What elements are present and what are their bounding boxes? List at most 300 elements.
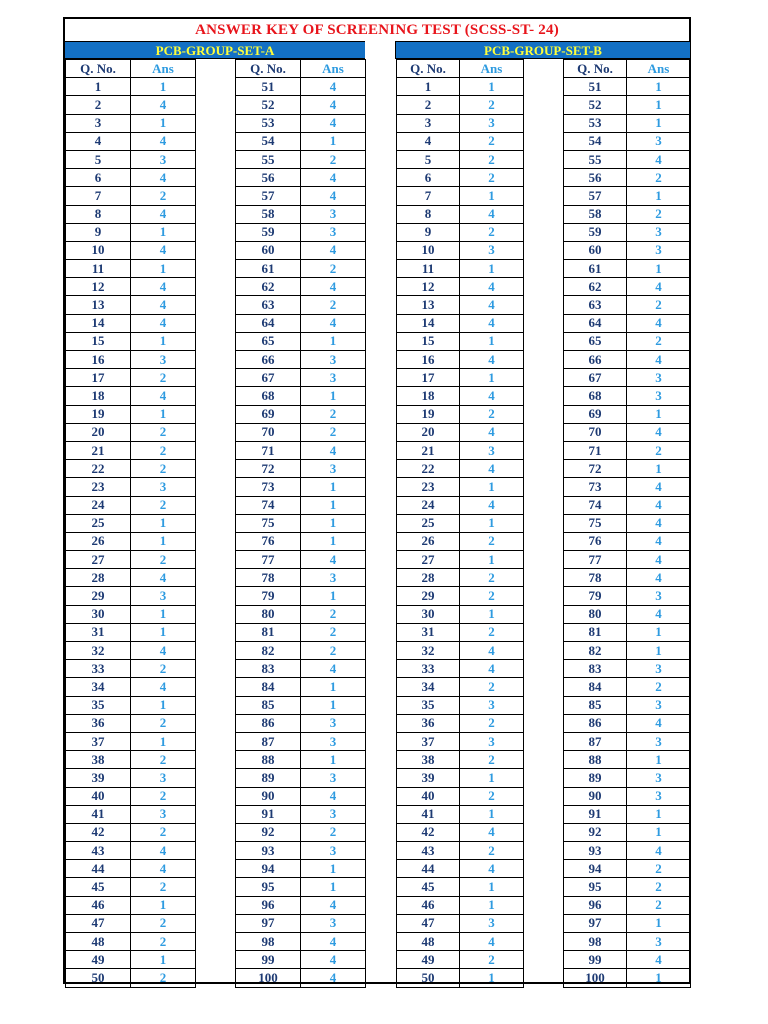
answer-cell: 2: [131, 369, 196, 387]
question-number: 94: [564, 860, 627, 878]
table-row: [66, 732, 366, 750]
question-number: 56: [236, 169, 301, 187]
table-row: [397, 860, 691, 878]
question-number: 56: [564, 169, 627, 187]
answer-cell: 1: [627, 623, 691, 641]
question-number: 70: [236, 423, 301, 441]
question-number: 37: [66, 732, 131, 750]
answer-cell: 2: [627, 678, 691, 696]
table-row: [66, 532, 366, 550]
spacer: [196, 351, 236, 369]
answer-cell: 1: [460, 78, 524, 96]
table-row: [397, 278, 691, 296]
question-number: 66: [564, 351, 627, 369]
question-number: 10: [397, 241, 460, 259]
answer-cell: 1: [627, 405, 691, 423]
answer-cell: 2: [301, 623, 366, 641]
question-number: 92: [236, 823, 301, 841]
spacer: [524, 514, 564, 532]
answer-cell: 4: [460, 351, 524, 369]
question-number: 53: [564, 114, 627, 132]
question-number: 82: [236, 642, 301, 660]
answer-cell: 2: [627, 896, 691, 914]
table-row: [66, 478, 366, 496]
answer-cell: 1: [301, 587, 366, 605]
answer-cell: 1: [460, 332, 524, 350]
question-number: 44: [66, 860, 131, 878]
question-number: 61: [564, 260, 627, 278]
question-number: 34: [397, 678, 460, 696]
answer-cell: 2: [131, 441, 196, 459]
answer-cell: 3: [301, 205, 366, 223]
spacer: [196, 805, 236, 823]
question-number: 68: [564, 387, 627, 405]
spacer: [196, 551, 236, 569]
question-number: 92: [564, 823, 627, 841]
answer-cell: 4: [301, 951, 366, 969]
spacer: [196, 660, 236, 678]
table-row: [397, 823, 691, 841]
answer-cell: 4: [301, 114, 366, 132]
table-row: [66, 387, 366, 405]
answer-cell: 2: [131, 751, 196, 769]
question-number: 79: [564, 587, 627, 605]
spacer: [524, 132, 564, 150]
table-row: [397, 496, 691, 514]
table-row: [397, 532, 691, 550]
table-row: [397, 787, 691, 805]
table-row: [66, 405, 366, 423]
answer-cell: 4: [131, 241, 196, 259]
answer-cell: 2: [131, 914, 196, 932]
answer-cell: 1: [627, 114, 691, 132]
answer-cell: 4: [627, 551, 691, 569]
answer-cell: 3: [627, 660, 691, 678]
table-row: [397, 951, 691, 969]
spacer: [524, 623, 564, 641]
set-b-block: [395, 41, 690, 985]
set-b-table: [396, 59, 691, 988]
spacer: [524, 387, 564, 405]
question-number: 74: [564, 496, 627, 514]
table-row: [397, 114, 691, 132]
answer-cell: 1: [301, 496, 366, 514]
spacer: [196, 605, 236, 623]
spacer: [524, 969, 564, 987]
spacer: [524, 369, 564, 387]
answer-cell: 2: [460, 405, 524, 423]
col-header-ans: Ans: [460, 60, 524, 78]
question-number: 89: [236, 769, 301, 787]
question-number: 8: [397, 205, 460, 223]
spacer: [196, 423, 236, 441]
answer-cell: 4: [301, 551, 366, 569]
question-number: 54: [564, 132, 627, 150]
question-number: 3: [397, 114, 460, 132]
answer-cell: 1: [627, 187, 691, 205]
answer-cell: 3: [301, 732, 366, 750]
answer-cell: 2: [131, 496, 196, 514]
question-number: 51: [564, 78, 627, 96]
answer-cell: 1: [131, 114, 196, 132]
question-number: 80: [236, 605, 301, 623]
answer-cell: 1: [460, 478, 524, 496]
question-number: 29: [66, 587, 131, 605]
question-number: 23: [66, 478, 131, 496]
table-row: [66, 351, 366, 369]
answer-cell: 1: [460, 969, 524, 987]
question-number: 62: [564, 278, 627, 296]
page-title: ANSWER KEY OF SCREENING TEST (SCSS-ST- 24): [195, 22, 559, 38]
question-number: 7: [397, 187, 460, 205]
table-row: [397, 696, 691, 714]
answer-key-sheet: [63, 17, 691, 984]
answer-cell: 3: [301, 369, 366, 387]
question-number: 96: [236, 896, 301, 914]
question-number: 49: [66, 951, 131, 969]
answer-cell: 3: [131, 769, 196, 787]
question-number: 77: [564, 551, 627, 569]
answer-cell: 3: [627, 132, 691, 150]
question-number: 33: [397, 660, 460, 678]
answer-cell: 4: [131, 169, 196, 187]
table-row: [66, 678, 366, 696]
answer-cell: 2: [131, 551, 196, 569]
question-number: 93: [564, 842, 627, 860]
spacer: [524, 260, 564, 278]
question-number: 60: [236, 241, 301, 259]
answer-cell: 2: [460, 96, 524, 114]
answer-cell: 4: [627, 478, 691, 496]
spacer: [196, 860, 236, 878]
spacer: [196, 896, 236, 914]
question-number: 18: [397, 387, 460, 405]
answer-cell: 2: [131, 660, 196, 678]
answer-cell: 1: [460, 514, 524, 532]
question-number: 90: [236, 787, 301, 805]
answer-cell: 1: [627, 914, 691, 932]
table-row: [66, 769, 366, 787]
answer-cell: 4: [131, 205, 196, 223]
question-number: 48: [66, 933, 131, 951]
question-number: 49: [397, 951, 460, 969]
answer-cell: 4: [131, 842, 196, 860]
question-number: 98: [564, 933, 627, 951]
answer-cell: 4: [627, 423, 691, 441]
question-number: 73: [564, 478, 627, 496]
answer-cell: 4: [627, 605, 691, 623]
set-b-header: PCB-GROUP-SET-B: [396, 41, 690, 59]
question-number: 29: [397, 587, 460, 605]
answer-cell: 4: [301, 169, 366, 187]
question-number: 83: [236, 660, 301, 678]
question-number: 6: [397, 169, 460, 187]
answer-cell: 3: [301, 769, 366, 787]
question-number: 70: [564, 423, 627, 441]
question-number: 53: [236, 114, 301, 132]
question-number: 93: [236, 842, 301, 860]
question-number: 47: [66, 914, 131, 932]
table-row: [397, 660, 691, 678]
answer-cell: 3: [627, 587, 691, 605]
spacer: [196, 260, 236, 278]
answer-cell: 1: [460, 769, 524, 787]
answer-cell: 1: [627, 96, 691, 114]
answer-cell: 1: [301, 860, 366, 878]
table-row: [66, 150, 366, 168]
question-number: 1: [66, 78, 131, 96]
answer-cell: 3: [627, 769, 691, 787]
table-row: [397, 569, 691, 587]
table-row: [66, 205, 366, 223]
question-number: 4: [66, 132, 131, 150]
answer-cell: 2: [301, 150, 366, 168]
answer-cell: 3: [301, 842, 366, 860]
question-number: 34: [66, 678, 131, 696]
table-row: [66, 169, 366, 187]
question-number: 69: [564, 405, 627, 423]
col-header-qno: Q. No.: [236, 60, 301, 78]
table-row: [66, 260, 366, 278]
answer-cell: 4: [627, 150, 691, 168]
question-number: 85: [236, 696, 301, 714]
answer-cell: 1: [301, 696, 366, 714]
question-number: 7: [66, 187, 131, 205]
spacer: [524, 423, 564, 441]
question-number: 86: [564, 714, 627, 732]
question-number: 52: [564, 96, 627, 114]
question-number: 27: [397, 551, 460, 569]
table-row: [66, 241, 366, 259]
spacer: [196, 823, 236, 841]
question-number: 88: [236, 751, 301, 769]
spacer: [524, 460, 564, 478]
answer-cell: 1: [460, 187, 524, 205]
question-number: 51: [236, 78, 301, 96]
spacer: [524, 478, 564, 496]
spacer: [524, 732, 564, 750]
question-number: 21: [397, 441, 460, 459]
answer-cell: 4: [131, 642, 196, 660]
spacer: [196, 714, 236, 732]
question-number: 42: [66, 823, 131, 841]
answer-cell: 1: [301, 514, 366, 532]
table-row: [397, 587, 691, 605]
answer-cell: 4: [301, 278, 366, 296]
answer-cell: 2: [627, 878, 691, 896]
spacer: [524, 860, 564, 878]
answer-cell: 2: [131, 423, 196, 441]
spacer: [524, 696, 564, 714]
question-number: 65: [564, 332, 627, 350]
answer-cell: 2: [460, 150, 524, 168]
answer-cell: 3: [131, 150, 196, 168]
spacer: [524, 351, 564, 369]
table-row: [66, 860, 366, 878]
question-number: 82: [564, 642, 627, 660]
question-number: 3: [66, 114, 131, 132]
answer-cell: 3: [460, 241, 524, 259]
question-number: 28: [66, 569, 131, 587]
question-number: 97: [564, 914, 627, 932]
table-row: [66, 642, 366, 660]
spacer: [196, 496, 236, 514]
answer-cell: 1: [460, 878, 524, 896]
question-number: 86: [236, 714, 301, 732]
spacer: [196, 751, 236, 769]
answer-cell: 1: [627, 642, 691, 660]
table-row: [397, 150, 691, 168]
question-number: 27: [66, 551, 131, 569]
answer-cell: 4: [460, 496, 524, 514]
table-row: [66, 751, 366, 769]
answer-cell: 2: [460, 532, 524, 550]
question-number: 78: [564, 569, 627, 587]
question-number: 14: [397, 314, 460, 332]
question-number: 71: [236, 441, 301, 459]
question-number: 61: [236, 260, 301, 278]
spacer: [196, 223, 236, 241]
spacer: [524, 805, 564, 823]
question-number: 72: [236, 460, 301, 478]
answer-cell: 3: [627, 787, 691, 805]
question-number: 44: [397, 860, 460, 878]
answer-cell: 4: [627, 351, 691, 369]
question-number: 16: [66, 351, 131, 369]
question-number: 17: [66, 369, 131, 387]
answer-cell: 1: [131, 896, 196, 914]
question-number: 84: [236, 678, 301, 696]
col-header-qno: Q. No.: [66, 60, 131, 78]
answer-cell: 1: [460, 896, 524, 914]
answer-cell: 3: [627, 369, 691, 387]
question-number: 25: [397, 514, 460, 532]
spacer: [196, 60, 236, 78]
table-row: [66, 933, 366, 951]
question-number: 54: [236, 132, 301, 150]
question-number: 57: [236, 187, 301, 205]
question-number: 20: [66, 423, 131, 441]
table-row: [397, 514, 691, 532]
answer-cell: 4: [301, 441, 366, 459]
table-row: [66, 460, 366, 478]
answer-cell: 1: [301, 878, 366, 896]
question-number: 87: [564, 732, 627, 750]
answer-cell: 3: [627, 387, 691, 405]
question-number: 41: [66, 805, 131, 823]
table-row: [66, 314, 366, 332]
table-row: [397, 805, 691, 823]
answer-cell: 4: [301, 96, 366, 114]
question-number: 24: [397, 496, 460, 514]
answer-cell: 4: [627, 496, 691, 514]
question-number: 10: [66, 241, 131, 259]
spacer: [524, 150, 564, 168]
answer-cell: 3: [627, 241, 691, 259]
question-number: 4: [397, 132, 460, 150]
question-number: 24: [66, 496, 131, 514]
table-row: [66, 296, 366, 314]
question-number: 84: [564, 678, 627, 696]
answer-cell: 2: [627, 296, 691, 314]
question-number: 16: [397, 351, 460, 369]
spacer: [196, 914, 236, 932]
answer-cell: 1: [131, 532, 196, 550]
answer-cell: 3: [301, 460, 366, 478]
question-number: 8: [66, 205, 131, 223]
table-row: [66, 878, 366, 896]
answer-cell: 1: [131, 78, 196, 96]
table-row: [397, 969, 691, 987]
answer-cell: 4: [301, 241, 366, 259]
table-row: [397, 842, 691, 860]
question-number: 81: [564, 623, 627, 641]
answer-cell: 2: [301, 260, 366, 278]
table-row: [397, 551, 691, 569]
question-number: 100: [564, 969, 627, 987]
table-row: [397, 187, 691, 205]
answer-cell: 1: [131, 951, 196, 969]
question-number: 58: [236, 205, 301, 223]
question-number: 23: [397, 478, 460, 496]
answer-cell: 2: [460, 751, 524, 769]
table-row: [66, 896, 366, 914]
question-number: 91: [236, 805, 301, 823]
answer-cell: 4: [460, 387, 524, 405]
answer-cell: 1: [301, 678, 366, 696]
answer-cell: 1: [627, 78, 691, 96]
question-number: 74: [236, 496, 301, 514]
spacer: [196, 532, 236, 550]
table-row: [397, 78, 691, 96]
question-number: 15: [397, 332, 460, 350]
question-number: 55: [236, 150, 301, 168]
question-number: 97: [236, 914, 301, 932]
table-row: [66, 969, 366, 987]
col-header-ans: Ans: [301, 60, 366, 78]
question-number: 62: [236, 278, 301, 296]
spacer: [196, 296, 236, 314]
answer-cell: 4: [627, 951, 691, 969]
table-row: [397, 314, 691, 332]
spacer: [196, 696, 236, 714]
answer-cell: 1: [460, 260, 524, 278]
table-row: [66, 278, 366, 296]
answer-cell: 2: [131, 187, 196, 205]
answer-cell: 4: [301, 314, 366, 332]
answer-cell: 1: [301, 332, 366, 350]
question-number: 43: [66, 842, 131, 860]
spacer: [524, 933, 564, 951]
spacer: [196, 241, 236, 259]
question-number: 11: [66, 260, 131, 278]
answer-cell: 4: [627, 569, 691, 587]
answer-cell: 1: [131, 696, 196, 714]
spacer: [196, 969, 236, 987]
answer-cell: 4: [460, 823, 524, 841]
answer-cell: 4: [460, 314, 524, 332]
spacer: [524, 278, 564, 296]
answer-cell: 4: [460, 205, 524, 223]
question-number: 67: [564, 369, 627, 387]
answer-cell: 3: [301, 805, 366, 823]
question-number: 26: [397, 532, 460, 550]
question-number: 83: [564, 660, 627, 678]
spacer: [524, 660, 564, 678]
answer-cell: 4: [460, 933, 524, 951]
answer-cell: 1: [131, 223, 196, 241]
question-number: 52: [236, 96, 301, 114]
